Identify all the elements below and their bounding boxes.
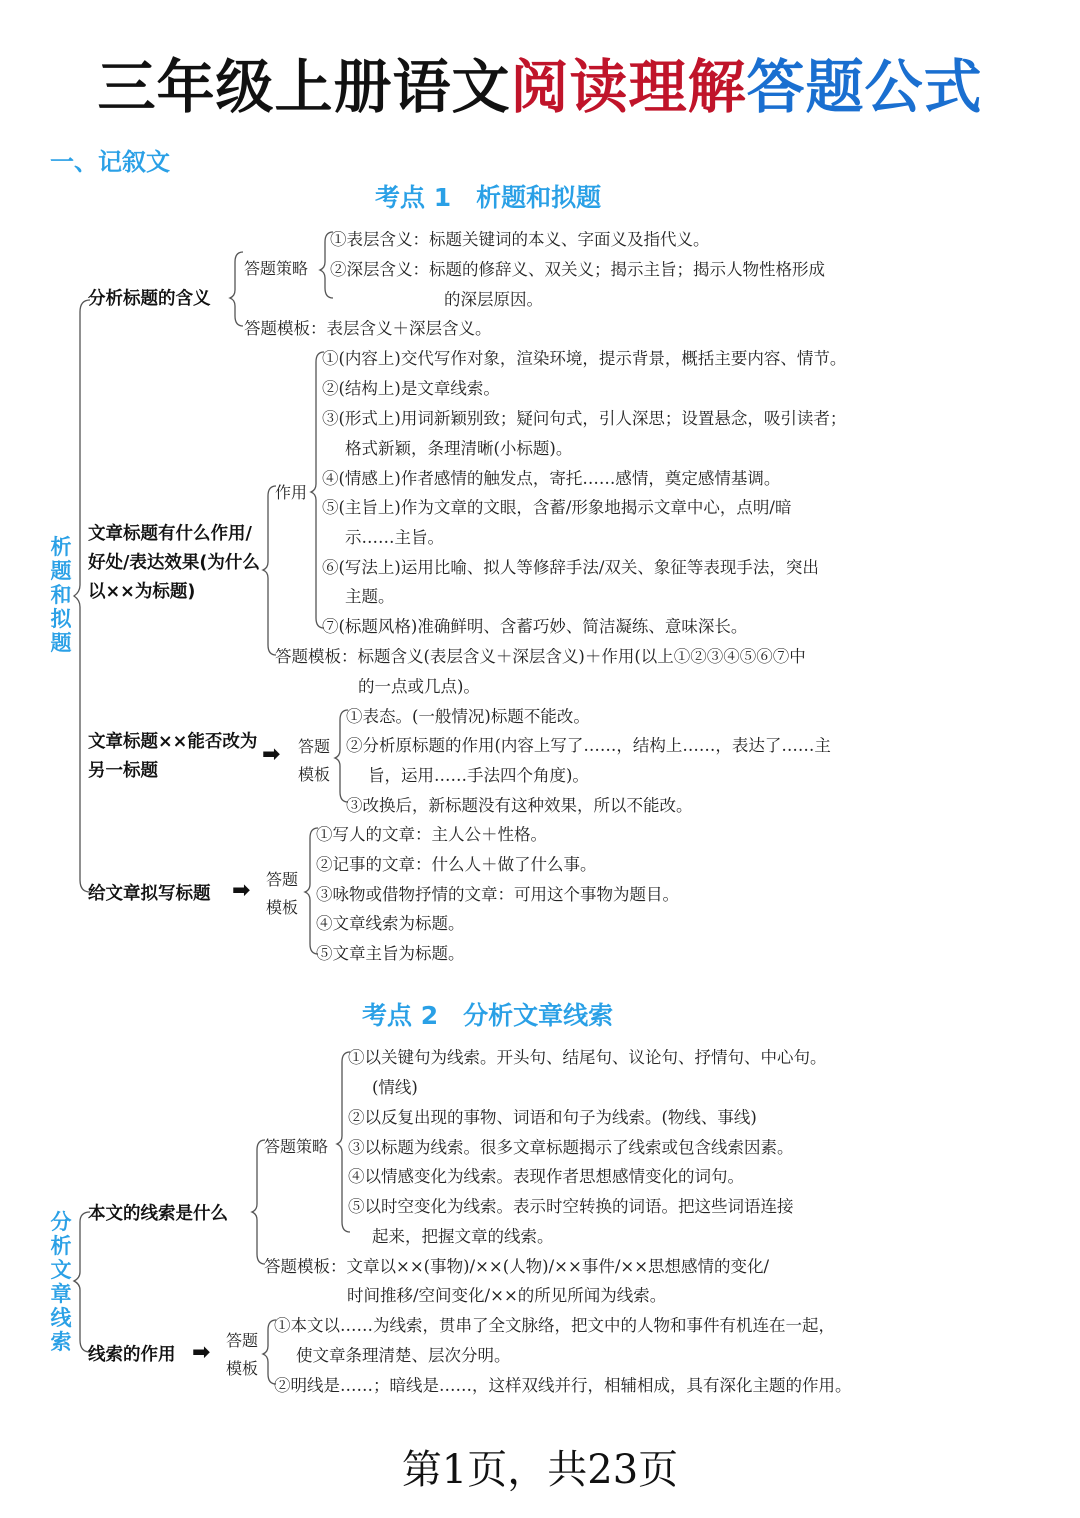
section-heading: 一、记叙文 [50, 148, 170, 176]
answer-line: 起来，把握文章的线索。 [372, 1227, 554, 1246]
answer-line: ③(形式上)用词新颖别致；疑问句式，引人深思；设置悬念，吸引读者； [322, 409, 847, 428]
answer-line: 的深层原因。 [444, 290, 543, 309]
answer-line: ②记事的文章：什么人＋做了什么事。 [316, 855, 597, 874]
template-line: 的一点或几点)。 [358, 677, 480, 696]
effect-label: 作用 [275, 483, 308, 502]
side-label-kaodian-1: 析题和拟题 [50, 535, 72, 655]
answer-line: ⑦(标题风格)准确鲜明、含蓄巧妙、简洁凝练、意味深长。 [322, 617, 748, 636]
answer-line: ②(结构上)是文章线索。 [322, 379, 500, 398]
answer-line: ⑤文章主旨为标题。 [316, 944, 465, 963]
answer-line: ③改换后，新标题没有这种效果，所以不能改。 [346, 796, 693, 815]
answer-line: ①本文以……为线索，贯串了全文脉络，把文中的人物和事件有机连在一起， [274, 1316, 835, 1335]
template-line: 答题模板：标题含义(表层含义＋深层含义)＋作用(以上①②③④⑤⑥⑦中 [275, 647, 806, 666]
template-label: 答题模板 [266, 870, 299, 917]
answer-line: ①以关键句为线索。开头句、结尾句、议论句、抒情句、中心句。 [348, 1048, 827, 1067]
answer-line: 格式新颖，条理清晰(小标题)。 [345, 439, 573, 458]
question-label: 文章标题有什么作用/好处/表达效果(为什么以××为标题) [88, 524, 260, 602]
answer-line: ③咏物或借物抒情的文章：可用这个事物为题目。 [316, 885, 679, 904]
answer-line: ①表层含义：标题关键词的本义、字面义及指代义。 [330, 230, 710, 249]
bracket-q1 [230, 252, 243, 326]
answer-line: ②以反复出现的事物、词语和句子为线索。(物线、事线) [348, 1108, 757, 1127]
answer-line: ①写人的文章：主人公＋性格。 [316, 825, 547, 844]
template-line: 答题模板：表层含义＋深层含义。 [244, 319, 492, 338]
answer-line: ②深层含义：标题的修辞义、双关义；揭示主旨；揭示人物性格形成 [330, 260, 825, 279]
answer-line: ②明线是……；暗线是……，这样双线并行，相辅相成，具有深化主题的作用。 [274, 1376, 852, 1395]
question-label: 文章标题××能否改为另一标题 [88, 732, 258, 781]
template-line: 答题模板：文章以××(事物)/××(人物)/××事件/××思想感情的变化/ [264, 1257, 770, 1276]
title-part-2: 阅读理解 [510, 53, 747, 121]
answer-line: ②分析原标题的作用(内容上写了……，结构上……，表达了……主 [346, 736, 831, 755]
answer-line: ①表态。(一般情况)标题不能改。 [346, 707, 590, 726]
answer-line: ⑥(写法上)运用比喻、拟人等修辞手法/双关、象征等表现手法，突出 [322, 558, 819, 577]
answer-line: ③以标题为线索。很多文章标题揭示了线索或包含线索因素。 [348, 1138, 794, 1157]
bracket-q5 [252, 1140, 265, 1264]
answer-line: ④(情感上)作者感情的触发点，寄托……感情，奠定感情基调。 [322, 469, 781, 488]
answer-line: 旨，运用……手法四个角度)。 [368, 766, 589, 785]
template-line: 时间推移/空间变化/××的所见所闻为线索。 [347, 1286, 667, 1305]
kaodian-1-title: 考点 1 析题和拟题 [375, 183, 602, 212]
page-number: 第1页，共23页 [401, 1447, 679, 1493]
template-label: 答题模板 [226, 1331, 259, 1378]
title-part-3: 答题公式 [746, 53, 983, 121]
question-label: 线索的作用 [88, 1345, 176, 1365]
answer-line: ④文章线索为标题。 [316, 914, 465, 933]
answer-line: ①(内容上)交代写作对象，渲染环境，提示背景，概括主要内容、情节。 [322, 349, 847, 368]
strategy-label: 答题策略 [244, 259, 309, 278]
arrow-icon: ➡ [192, 1340, 211, 1365]
side-label-kaodian-2: 分析文章线索 [50, 1210, 72, 1354]
answer-line: ⑤以时空变化为线索。表示时空转换的词语。把这些词语连接 [348, 1197, 794, 1216]
kaodian-2-title: 考点 2 分析文章线索 [362, 1001, 614, 1030]
question-label: 本文的线索是什么 [88, 1204, 228, 1224]
title-part-1: 三年级上册语文 [97, 53, 511, 121]
answer-line: (情线) [372, 1078, 418, 1097]
question-label: 给文章拟写标题 [88, 884, 211, 904]
arrow-icon: ➡ [262, 742, 281, 767]
question-label: 分析标题的含义 [88, 289, 211, 309]
answer-line: ④以情感变化为线索。表现作者思想感情变化的词句。 [348, 1167, 744, 1186]
answer-line: 使文章条理清楚、层次分明。 [296, 1346, 511, 1365]
answer-line: 示……主旨。 [345, 528, 444, 547]
strategy-label: 答题策略 [264, 1137, 329, 1156]
answer-line: 主题。 [345, 587, 395, 606]
bracket-kaodian-2 [74, 1212, 90, 1352]
answer-line: ⑤(主旨上)作为文章的文眼，含蓄/形象地揭示文章中心，点明/暗 [322, 498, 792, 517]
arrow-icon: ➡ [232, 878, 251, 903]
template-label: 答题模板 [298, 737, 331, 784]
